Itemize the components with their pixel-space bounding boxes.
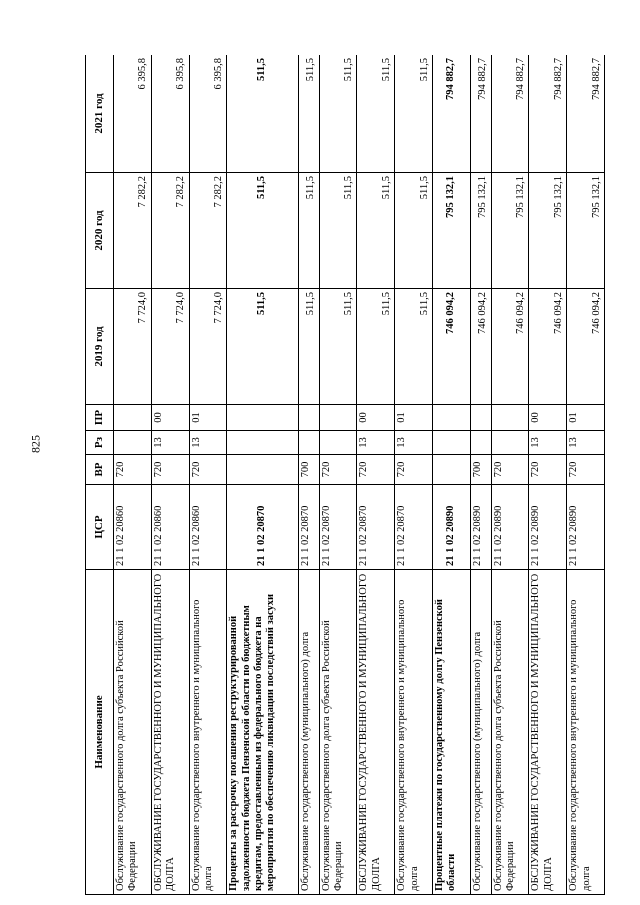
cell-2020: 795 132,1 (470, 173, 491, 289)
cell-2020: 7 282,2 (151, 173, 189, 289)
cell-name: Обслуживание государственного внутреннего и муниципального долга (189, 570, 227, 895)
cell-2020: 511,5 (227, 173, 298, 289)
cell-2021: 794 882,7 (529, 55, 567, 173)
cell-vr: 700 (298, 455, 319, 485)
cell-csr: 21 1 02 20860 (151, 485, 189, 570)
cell-2020: 7 282,2 (189, 173, 227, 289)
cell-2020: 795 132,1 (432, 173, 470, 289)
cell-name: Обслуживание государственного долга субъекта Российской Федерации (319, 570, 357, 895)
table-row (491, 55, 529, 895)
cell-pr: 01 (567, 405, 605, 431)
cell-name: Обслуживание государственного долга субъекта Российской Федерации (491, 570, 529, 895)
cell-2020: 511,5 (319, 173, 357, 289)
cell-csr: 21 1 02 20890 (529, 485, 567, 570)
cell-csr: 21 1 02 20870 (227, 485, 298, 570)
cell-2019: 511,5 (395, 289, 433, 405)
cell-2021: 794 882,7 (432, 55, 470, 173)
cell-vr (227, 455, 298, 485)
cell-name: ОБСЛУЖИВАНИЕ ГОСУДАРСТВЕННОГО И МУНИЦИПАЛЬНОГО ДОЛГА (151, 570, 189, 895)
table-row (357, 55, 395, 895)
table-row (529, 55, 567, 895)
cell-2019: 511,5 (357, 289, 395, 405)
cell-vr: 720 (114, 455, 152, 485)
cell-2019: 746 094,2 (529, 289, 567, 405)
cell-name: Проценты за рассрочку погашения реструктурированной задолженности бюджета Пензенской области по бюджетным кредитам, предоставленным из федерального бюджета на мероприятия по обеспечению ликвидации последствий засухи (227, 570, 298, 895)
cell-2020: 511,5 (298, 173, 319, 289)
cell-2019: 746 094,2 (470, 289, 491, 405)
table-row (470, 55, 491, 895)
header-2019: 2019 год (86, 289, 114, 405)
table-row (151, 55, 189, 895)
table-header-row (86, 55, 114, 895)
cell-2019: 511,5 (227, 289, 298, 405)
cell-rz (227, 431, 298, 455)
cell-vr (432, 455, 470, 485)
budget-table (85, 55, 605, 895)
cell-name: Обслуживание государственного (муниципального) долга (470, 570, 491, 895)
table-row (319, 55, 357, 895)
cell-vr: 720 (529, 455, 567, 485)
cell-pr (491, 405, 529, 431)
cell-rz (114, 431, 152, 455)
cell-2021: 511,5 (357, 55, 395, 173)
cell-2021: 794 882,7 (470, 55, 491, 173)
cell-rz: 13 (151, 431, 189, 455)
cell-name: Обслуживание государственного внутреннего и муниципального долга (567, 570, 605, 895)
table-row (189, 55, 227, 895)
cell-pr: 00 (357, 405, 395, 431)
cell-2021: 794 882,7 (567, 55, 605, 173)
table-row (298, 55, 319, 895)
cell-2019: 746 094,2 (567, 289, 605, 405)
cell-pr (298, 405, 319, 431)
cell-2019: 746 094,2 (491, 289, 529, 405)
cell-csr: 21 1 02 20860 (189, 485, 227, 570)
cell-2020: 7 282,2 (114, 173, 152, 289)
cell-2021: 794 882,7 (491, 55, 529, 173)
table-body (114, 55, 605, 895)
cell-vr: 720 (357, 455, 395, 485)
page-number: 825 (28, 435, 43, 453)
cell-rz (298, 431, 319, 455)
cell-pr: 00 (529, 405, 567, 431)
cell-vr: 700 (470, 455, 491, 485)
cell-vr: 720 (567, 455, 605, 485)
cell-name: ОБСЛУЖИВАНИЕ ГОСУДАРСТВЕННОГО И МУНИЦИПАЛЬНОГО ДОЛГА (357, 570, 395, 895)
cell-csr: 21 1 02 20860 (114, 485, 152, 570)
cell-2020: 511,5 (395, 173, 433, 289)
header-rz: Рз (86, 431, 114, 455)
cell-2019: 746 094,2 (432, 289, 470, 405)
cell-2019: 511,5 (298, 289, 319, 405)
cell-rz (491, 431, 529, 455)
cell-rz: 13 (529, 431, 567, 455)
header-2020: 2020 год (86, 173, 114, 289)
cell-csr: 21 1 02 20890 (432, 485, 470, 570)
table-row (114, 55, 152, 895)
cell-pr (432, 405, 470, 431)
table-row (395, 55, 433, 895)
cell-pr: 01 (395, 405, 433, 431)
cell-2020: 795 132,1 (567, 173, 605, 289)
cell-2019: 511,5 (319, 289, 357, 405)
cell-2021: 511,5 (319, 55, 357, 173)
table-row (227, 55, 298, 895)
cell-vr: 720 (319, 455, 357, 485)
cell-2020: 795 132,1 (491, 173, 529, 289)
cell-2020: 795 132,1 (529, 173, 567, 289)
cell-rz: 13 (567, 431, 605, 455)
cell-2021: 511,5 (395, 55, 433, 173)
table-row (432, 55, 470, 895)
cell-rz: 13 (357, 431, 395, 455)
header-2021: 2021 год (86, 55, 114, 173)
cell-rz: 13 (395, 431, 433, 455)
cell-vr: 720 (395, 455, 433, 485)
cell-pr (114, 405, 152, 431)
cell-name: ОБСЛУЖИВАНИЕ ГОСУДАРСТВЕННОГО И МУНИЦИПАЛЬНОГО ДОЛГА (529, 570, 567, 895)
cell-csr: 21 1 02 20870 (357, 485, 395, 570)
cell-rz (319, 431, 357, 455)
cell-rz (470, 431, 491, 455)
cell-csr: 21 1 02 20890 (470, 485, 491, 570)
header-vr: ВР (86, 455, 114, 485)
cell-2021: 6 395,8 (151, 55, 189, 173)
cell-pr: 01 (189, 405, 227, 431)
cell-pr (227, 405, 298, 431)
cell-csr: 21 1 02 20870 (319, 485, 357, 570)
cell-pr: 00 (151, 405, 189, 431)
header-pr: ПР (86, 405, 114, 431)
cell-2021: 511,5 (227, 55, 298, 173)
header-name: Наименование (86, 570, 114, 895)
cell-vr: 720 (491, 455, 529, 485)
header-csr: ЦСР (86, 485, 114, 570)
cell-name: Обслуживание государственного долга субъекта Российской Федерации (114, 570, 152, 895)
rotated-table-container (85, 55, 605, 895)
cell-name: Обслуживание государственного (муниципального) долга (298, 570, 319, 895)
cell-csr: 21 1 02 20870 (298, 485, 319, 570)
cell-2019: 7 724,0 (189, 289, 227, 405)
cell-2021: 6 395,8 (114, 55, 152, 173)
cell-csr: 21 1 02 20890 (491, 485, 529, 570)
cell-name: Процентные платежи по государственному долгу Пензенской области (432, 570, 470, 895)
cell-2021: 511,5 (298, 55, 319, 173)
cell-vr: 720 (151, 455, 189, 485)
cell-pr (319, 405, 357, 431)
cell-2021: 6 395,8 (189, 55, 227, 173)
cell-rz: 13 (189, 431, 227, 455)
cell-csr: 21 1 02 20870 (395, 485, 433, 570)
cell-pr (470, 405, 491, 431)
table-landscape (85, 55, 605, 895)
cell-vr: 720 (189, 455, 227, 485)
cell-csr: 21 1 02 20890 (567, 485, 605, 570)
cell-rz (432, 431, 470, 455)
cell-2020: 511,5 (357, 173, 395, 289)
cell-2019: 7 724,0 (151, 289, 189, 405)
cell-2019: 7 724,0 (114, 289, 152, 405)
table-row (567, 55, 605, 895)
cell-name: Обслуживание государственного внутреннего и муниципального долга (395, 570, 433, 895)
